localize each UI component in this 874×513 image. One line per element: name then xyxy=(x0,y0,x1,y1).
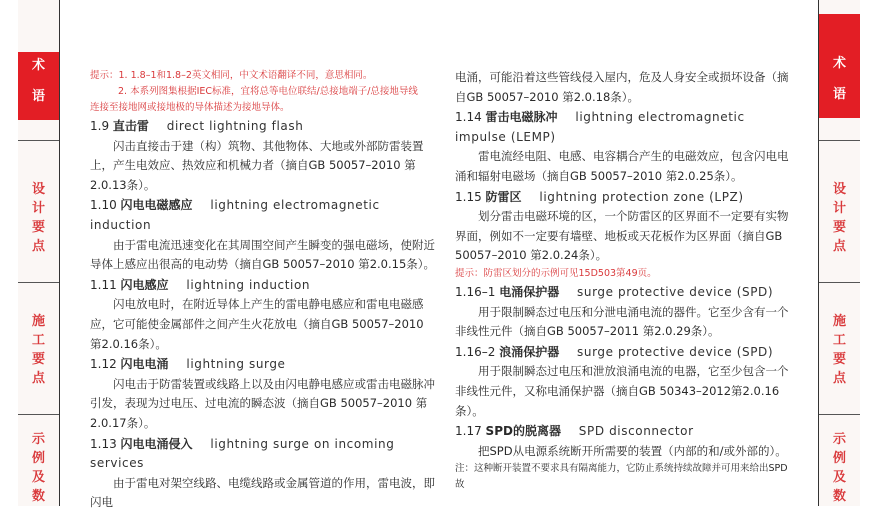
tab-char: 点 xyxy=(832,239,846,254)
term-definition: 划分雷击电磁环境的区，一个防雷区的区界面不一定要有实物界面，例如不一定要有墙壁、地板或天花板作为区界面（摘自GB 50057–2010 第2.0.24条）。 xyxy=(455,209,789,263)
term-number: 1.13 xyxy=(90,436,117,451)
tab-char: 数 xyxy=(31,489,45,504)
term-heading-1-16-1 xyxy=(455,283,797,303)
tab-char: 点 xyxy=(832,371,846,386)
term-number: 1.16–2 xyxy=(455,344,496,359)
tab-char: 点 xyxy=(31,239,45,254)
left-sidebar xyxy=(18,0,60,506)
right-sidebar xyxy=(818,0,860,506)
term-english: SPD disconnector xyxy=(578,424,694,439)
term-chinese: 防雷区 xyxy=(485,189,522,204)
term-heading-1-14 xyxy=(455,108,797,147)
tab-char: 例 xyxy=(832,451,846,466)
tab-char: 语 xyxy=(31,89,45,104)
term-number: 1.14 xyxy=(455,110,482,125)
term-english: direct lightning flash xyxy=(166,119,304,133)
term-chinese: 电涌保护器 xyxy=(499,284,560,299)
term-chinese: 雷击电磁脉冲 xyxy=(485,110,558,125)
tab-char: 工 xyxy=(832,333,846,348)
note-line: 提示：1. 1.8–1和1.8–2英文相同，中文术语翻译不同，意思相同。 xyxy=(90,70,373,81)
term-number: 1.12 xyxy=(90,357,117,372)
term-number: 1.17 xyxy=(455,424,482,439)
term-heading-1-12 xyxy=(90,355,436,375)
term-number: 1.15 xyxy=(455,189,482,204)
term-definition: 闪电击于防雷装置或线路上以及由闪电静电感应或雷击电磁脉冲引发，表现为过电压、过电流的瞬态波（摘自GB 50057–2010 第2.0.17条）。 xyxy=(90,376,435,430)
term-definition: 由于雷电对架空线路、电缆线路或金属管道的作用，雷电波，即闪电 xyxy=(90,475,435,510)
term-heading-1-16-2 xyxy=(455,343,797,363)
term-chinese: 闪电电磁感应 xyxy=(120,198,193,213)
term-definition: 由于雷电流迅速变化在其周围空间产生瞬变的强电磁场，使附近导体上感应出很高的电动势（摘自GB 50057–2010 第2.0.15条）。 xyxy=(90,237,436,272)
term-chinese: 闪电感应 xyxy=(120,277,169,292)
term-chinese: 闪电电涌侵入 xyxy=(120,436,193,451)
term-english: lightning electromagnetic induction xyxy=(90,198,380,232)
tab-terms[interactable] xyxy=(819,14,860,118)
tab-construction-points[interactable] xyxy=(819,312,860,388)
term-chinese: 直击雷 xyxy=(112,119,149,133)
tab-char: 点 xyxy=(31,371,45,386)
term-definition: 闪电放电时，在附近导体上产生的雷电静电感应和雷电电磁感应，它可能使金属部件之间产生火花放电（摘自GB 50057–2010 第2.0.16条）。 xyxy=(90,297,424,351)
tab-char: 例 xyxy=(31,451,45,466)
tab-design-points[interactable] xyxy=(819,180,860,256)
term-definition: 用于限制瞬态过电压和泄放浪涌电流的电器，它至少包含一个非线性元件，又称电涌保护器（摘自GB 50343–2012第2.0.16条）。 xyxy=(455,364,789,418)
tab-construction-points[interactable] xyxy=(18,312,59,388)
right-column xyxy=(455,68,797,493)
tab-char: 要 xyxy=(832,352,846,367)
term-english: surge protective device (SPD) xyxy=(577,344,774,359)
left-column xyxy=(90,68,436,513)
term-heading-1-11 xyxy=(90,276,436,296)
term-definition: 把SPD从电源系统断开所需要的装置（内部的和/或外部的）。 xyxy=(478,443,787,458)
tab-char: 计 xyxy=(31,201,45,216)
note-line: 提示：防雷区划分的示例可见15D503第49页。 xyxy=(455,267,657,279)
note-line: 连接至接地网或接地极的导体描述为接地导体。 xyxy=(90,102,290,113)
term-chinese: SPD的脱离器 xyxy=(485,424,561,439)
term-number: 1.16–1 xyxy=(455,284,496,299)
tab-char: 工 xyxy=(31,333,45,348)
tab-char: 施 xyxy=(832,314,846,329)
term-heading-1-10 xyxy=(90,196,436,235)
tab-char: 数 xyxy=(832,489,846,504)
divider xyxy=(18,414,59,415)
tab-design-points[interactable] xyxy=(18,180,59,256)
tab-char: 要 xyxy=(31,220,45,235)
tab-char: 设 xyxy=(832,182,846,197)
term-number: 1.9 xyxy=(90,119,110,133)
term-english: surge protective device (SPD) xyxy=(577,284,774,299)
tab-char: 及 xyxy=(31,470,45,485)
tab-char: 术 xyxy=(31,58,45,73)
term-english: lightning induction xyxy=(186,277,311,292)
tab-char: 要 xyxy=(31,352,45,367)
tab-terms[interactable] xyxy=(18,52,59,120)
footnote: 注：这种断开装置不要求具有隔离能力，它防止系统持续故障并可用来给出SPD故 xyxy=(455,463,788,491)
tab-examples[interactable] xyxy=(819,430,860,506)
term-heading-1-9 xyxy=(90,117,436,137)
tab-char: 要 xyxy=(832,220,846,235)
term-english: lightning electromagnetic impulse (LEMP) xyxy=(455,110,745,144)
note-line: 2. 本系列图集根据IEC标准，宜将总等电位联结/总接地端子/总接地导线 xyxy=(118,86,418,97)
term-number: 1.11 xyxy=(90,277,117,292)
tab-char: 及 xyxy=(832,470,846,485)
term-english: lightning protection zone (LPZ) xyxy=(539,189,744,204)
tab-char: 示 xyxy=(31,432,45,447)
term-english: lightning surge on incoming services xyxy=(90,436,395,471)
term-definition: 闪击直接击于建（构）筑物、其他物体、大地或外部防雷装置上，产生电效应、热效应和机械力者（摘自GB 50057–2010 第2.0.13条）。 xyxy=(90,138,424,192)
term-heading-1-17 xyxy=(455,422,797,442)
term-number: 1.10 xyxy=(90,198,117,213)
term-chinese: 浪涌保护器 xyxy=(499,344,560,359)
tab-char: 设 xyxy=(31,182,45,197)
divider xyxy=(819,414,860,415)
divider xyxy=(819,282,860,283)
term-heading-1-13 xyxy=(90,435,436,474)
term-heading-1-15 xyxy=(455,188,797,208)
divider xyxy=(18,140,59,141)
term-definition: 用于限制瞬态过电压和分泄电涌电流的器件。它至少含有一个非线性元件（摘自GB 50057–2011 第2.0.29条）。 xyxy=(455,304,789,339)
continued-definition: 电涌，可能沿着这些管线侵入屋内，危及人身安全或损坏设备（摘自GB 50057–2010 第2.0.18条）。 xyxy=(455,70,789,104)
tab-examples[interactable] xyxy=(18,430,59,506)
tab-char: 示 xyxy=(832,432,846,447)
term-english: lightning surge xyxy=(186,357,286,372)
tab-char: 语 xyxy=(832,87,846,102)
tab-char: 计 xyxy=(832,201,846,216)
term-definition: 雷电流经电阻、电感、电容耦合产生的电磁效应，包含闪电电涌和辐射电磁场（摘自GB 50057–2010 第2.0.25条）。 xyxy=(455,149,789,183)
tab-char: 术 xyxy=(832,56,846,71)
tab-char: 施 xyxy=(31,314,45,329)
divider xyxy=(819,140,860,141)
term-chinese: 闪电电涌 xyxy=(120,357,169,372)
divider xyxy=(18,282,59,283)
